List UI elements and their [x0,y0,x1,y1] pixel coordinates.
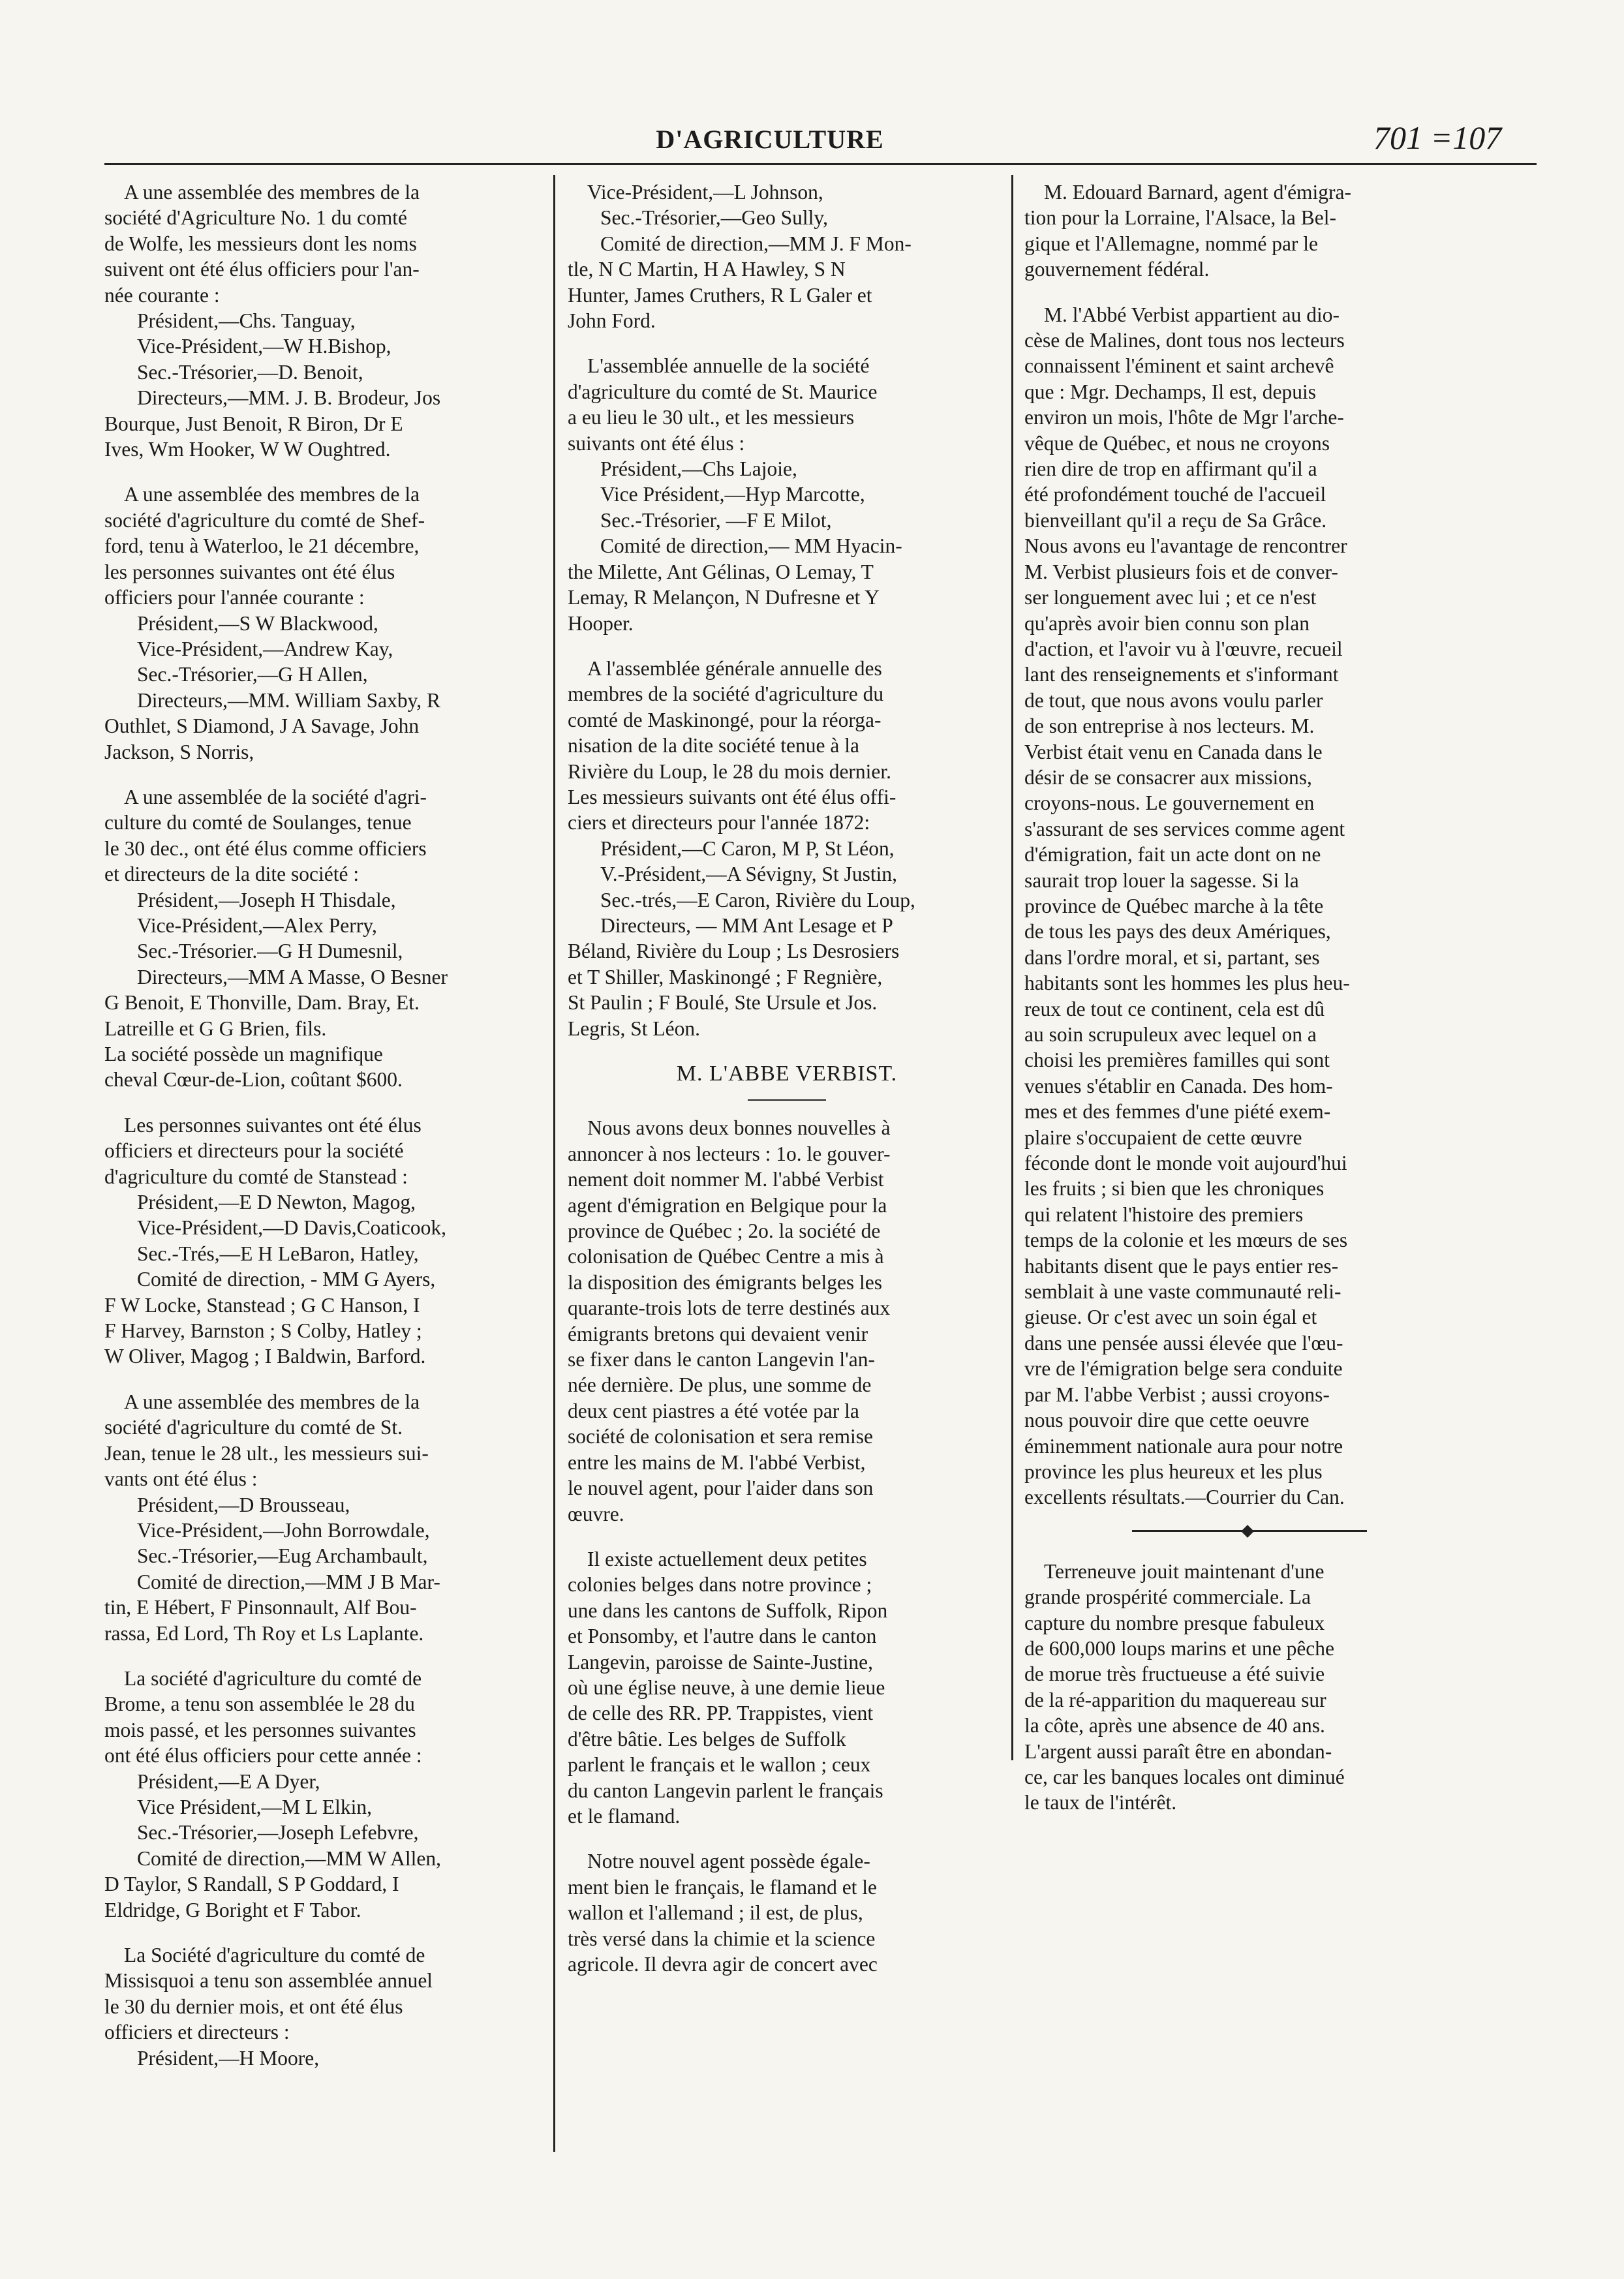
text-line: Sec.-Trésorier.—G H Dumesnil, [137,940,403,963]
text-line: province de Québec marche à la tête [1024,894,1324,917]
text-line: Ives, Wm Hooker, W W Oughtred. [104,438,391,461]
text-line: d'émigration, fait un acte dont on ne [1024,843,1321,866]
text-line: agricole. Il devra agir de concert avec [568,1953,878,1976]
text-line: culture du comté de Soulanges, tenue [104,811,412,834]
text-line: tion pour la Lorraine, l'Alsace, la Bel- [1024,206,1337,230]
text-line: Rivière du Loup, le 28 du mois dernier. [568,759,892,783]
text-line: venues s'établir en Canada. Des hom- [1024,1074,1333,1097]
running-title: D'AGRICULTURE [656,125,884,154]
text-line: Vice-Président,—Alex Perry, [137,913,377,937]
header-rule [104,163,1537,165]
text-line: de tous les pays des deux Amériques, [1024,920,1331,943]
text-line: the Milette, Ant Gélinas, O Lemay, T [568,560,874,583]
text-line: Lemay, R Melançon, N Dufresne et Y [568,586,880,609]
text-line: Sec.-Trésorier, —F E Milot, [600,508,832,532]
text-line: A l'assemblée générale annuelle des [587,656,882,680]
text-line: rassa, Ed Lord, Th Roy et Ls Laplante. [104,1621,424,1645]
text-line: M. l'Abbé Verbist appartient au dio- [1044,303,1340,326]
text-line: temps de la colonie et les mœurs de ses [1024,1229,1348,1252]
column-3 [1024,179,1475,1835]
text-line: dans une pensée aussi élevée que l'œu- [1024,1331,1343,1354]
text-line: F Harvey, Barnston ; S Colby, Hatley ; [104,1319,422,1343]
heading-rule [748,1099,826,1101]
text-line: rien dire de trop en affirmant qu'il a [1024,457,1317,481]
text-line: les personnes suivantes ont été élus [104,560,395,583]
text-line: A une assemblée des membres de la [124,1390,420,1413]
text-line: Comité de direction,—MM J. F Mon- [600,232,912,255]
text-line: société de colonisation et sera remise [568,1425,873,1448]
article-paragraph [1024,179,1475,283]
text-line: L'assemblée annuelle de la société [587,354,870,378]
text-line: le 30 du dernier mois, et ont été élus [104,1995,403,2018]
text-line: et Ponsomby, et l'autre dans le canton [568,1625,877,1648]
text-line: et le flamand. [568,1804,681,1828]
text-line: de 600,000 loups marins et une pêche [1024,1636,1335,1660]
text-line: Eldridge, G Boright et F Tabor. [104,1898,361,1921]
text-line: grande prospérité commerciale. La [1024,1585,1311,1609]
text-line: se fixer dans le canton Langevin l'an- [568,1348,875,1371]
text-line: habitants sont les hommes les plus heu- [1024,971,1350,995]
text-line: semblait à une vaste communauté reli- [1024,1280,1341,1304]
text-line: officiers et directeurs : [104,2021,290,2044]
text-line: Comité de direction,—MM J B Mar- [137,1570,440,1593]
text-line: de son entreprise à nos lecteurs. M. [1024,714,1315,738]
text-line: de morue très fructueuse a été suivie [1024,1662,1325,1686]
article-paragraph [104,1112,543,1369]
text-line: Vice-Président,—L Johnson, [587,181,823,204]
text-line: Il existe actuellement deux petites [587,1547,867,1570]
text-line: annoncer à nos lecteurs : 1o. le gouver- [568,1142,891,1165]
text-line: ont été élus officiers pour cette année : [104,1744,422,1767]
text-line: société d'agriculture du comté de St. [104,1416,403,1439]
text-line: le 30 dec., ont été élus comme officiers [104,836,427,860]
text-line: d'action, et l'avoir vu à l'œuvre, recueil [1024,637,1343,660]
article-paragraph [568,179,1006,333]
section-ornament-rule [1132,1530,1367,1533]
text-line: colonies belges dans notre province ; [568,1573,872,1597]
text-line: mes et des femmes d'une piété exem- [1024,1100,1331,1124]
text-line: gique et l'Allemagne, nommé par le [1024,232,1319,255]
text-line: L'argent aussi paraît être en abondan- [1024,1739,1332,1763]
article-paragraph [1024,302,1475,1510]
text-line: éminemment nationale aura pour notre [1024,1434,1343,1458]
column-1 [104,179,543,2090]
text-line: née dernière. De plus, une somme de [568,1373,872,1397]
text-line: les fruits ; si bien que les chroniques [1024,1177,1325,1201]
article-paragraph [1024,1559,1475,1816]
text-line: John Ford. [568,309,656,333]
text-line: Vice-Président,—Andrew Kay, [137,637,393,660]
text-line: de celle des RR. PP. Trappistes, vient [568,1702,874,1725]
text-line: d'agriculture du comté de Stanstead : [104,1165,408,1188]
text-line: V.-Président,—A Sévigny, St Justin, [600,863,898,886]
text-line: Latreille et G G Brien, fils. [104,1017,327,1040]
text-line: d'agriculture du comté de St. Maurice [568,380,878,403]
text-line: capture du nombre presque fabuleux [1024,1611,1325,1634]
column-rule-2 [1011,175,1013,1760]
text-line: Les messieurs suivants ont été élus offi- [568,785,896,808]
text-line: A une assemblée des membres de la [124,483,420,506]
article-paragraph [568,656,1006,1041]
text-line: au soin scrupuleux avec lequel on a [1024,1023,1317,1046]
text-line: Sec.-Trésorier,—D. Benoit, [137,360,363,384]
text-line: Brome, a tenu son assemblée le 28 du [104,1692,415,1716]
text-line: et directeurs de la dite société : [104,863,360,886]
text-line: cèse de Malines, dont tous nos lecteurs [1024,329,1345,352]
text-line: Président,—Chs Lajoie, [600,457,797,481]
text-line: Sec.-trés,—E Caron, Rivière du Loup, [600,888,915,911]
text-line: Comité de direction,—MM W Allen, [137,1846,442,1870]
text-line: été profondément touché de l'accueil [1024,483,1326,506]
column-rule-1 [553,175,555,2152]
text-line: Directeurs,—MM. William Saxby, R [137,688,441,712]
text-line: Missisquoi a tenu son assemblée annuel [104,1969,433,1993]
text-line: environ un mois, l'hôte de Mgr l'arche- [1024,406,1344,429]
text-line: société d'Agriculture No. 1 du comté [104,206,408,230]
text-line: ce, car les banques locales ont diminué [1024,1765,1345,1788]
text-line: dans l'ordre moral, et si, partant, ses [1024,945,1320,969]
text-line: Vice Président,—Hyp Marcotte, [600,483,865,506]
text-line: officiers et directeurs pour la société [104,1139,404,1163]
text-line: où une église neuve, à une demie lieue [568,1675,885,1699]
text-line: Sec.-Trésorier,—Joseph Lefebvre, [137,1821,419,1844]
text-line: de Wolfe, les messieurs dont les noms [104,232,417,255]
text-line: la disposition des émigrants belges les [568,1270,883,1294]
text-line: nement doit nommer M. l'abbé Verbist [568,1168,884,1191]
text-line: Directeurs,—MM A Masse, O Besner [137,965,448,988]
text-line: Legris, St Léon. [568,1017,700,1040]
text-line: Béland, Rivière du Loup ; Ls Desrosiers [568,940,900,963]
text-line: Terreneuve jouit maintenant d'une [1044,1559,1325,1583]
text-line: comté de Maskinongé, pour la réorga- [568,708,881,731]
text-line: société d'agriculture du comté de Shef- [104,508,425,532]
article-paragraph [568,353,1006,635]
text-line: Les personnes suivantes ont été élus [124,1113,421,1137]
text-line: Président,—Joseph H Thisdale, [137,888,396,911]
text-line: de la ré-apparition du maquereau sur [1024,1688,1326,1711]
text-line: le taux de l'intérêt. [1024,1791,1177,1814]
text-line: œuvre. [568,1502,624,1525]
text-line: W Oliver, Magog ; I Baldwin, Barford. [104,1345,426,1368]
text-line: colonisation de Québec Centre a mis à [568,1245,884,1268]
text-line: ser longuement avec lui ; et ce n'est [1024,586,1317,609]
text-line: F W Locke, Stanstead ; G C Hanson, I [104,1293,420,1317]
text-line: Président,—E D Newton, Magog, [137,1191,416,1214]
text-line: vants ont été élus : [104,1467,258,1491]
text-line: Nous avons eu l'avantage de rencontrer [1024,534,1347,558]
article-paragraph [104,482,543,764]
text-line: émigrants bretons qui devaient venir [568,1322,868,1345]
text-line: née courante : [104,283,220,307]
text-line: Notre nouvel agent possède égale- [587,1850,870,1873]
text-line: ford, tenu à Waterloo, le 21 décembre, [104,534,420,558]
text-line: Vice Président,—M L Elkin, [137,1795,373,1818]
text-line: Président,—D Brousseau, [137,1493,350,1516]
text-line: province les plus heureux et les plus [1024,1460,1323,1483]
text-line: reux de tout ce continent, cela est dû [1024,997,1325,1020]
text-line: Sec.-Trésorier,—G H Allen, [137,663,368,686]
page-number: 701 =107 [1373,119,1502,156]
text-line: Président,—C Caron, M P, St Léon, [600,836,895,860]
article-paragraph [104,1942,543,2071]
text-line: mois passé, et les personnes suivantes [104,1718,416,1741]
text-line: excellents résultats.—Courrier du Can. [1024,1486,1345,1509]
article-paragraph [568,1546,1006,1829]
text-line: le nouvel agent, pour l'aider dans son [568,1476,874,1500]
text-line: Outhlet, S Diamond, J A Savage, John [104,714,420,738]
text-line: La Société d'agriculture du comté de [124,1944,425,1966]
text-line: St Paulin ; F Boulé, Ste Ursule et Jos. [568,991,878,1015]
text-line: vêque de Québec, et nous ne croyons [1024,431,1330,455]
text-line: Verbist était venu en Canada dans le [1024,740,1323,763]
text-line: nous pouvoir dire que cette oeuvre [1024,1409,1310,1432]
text-line: Comité de direction,— MM Hyacin- [600,534,902,558]
text-line: connaissent l'éminent et saint archevê [1024,354,1334,378]
text-line: choisi les premières familles qui sont [1024,1048,1330,1072]
text-line: Vice-Président,—W H.Bishop, [137,335,391,358]
text-line: officiers pour l'année courante : [104,586,365,609]
text-line: G Benoit, E Thonville, Dam. Bray, Et. [104,991,420,1015]
text-line: Sec.-Trés,—E H LeBaron, Hatley, [137,1242,419,1265]
text-line: membres de la société d'agriculture du [568,682,884,706]
article-paragraph [104,784,543,1093]
text-line: plaire s'occupaient de cette œuvre [1024,1125,1302,1149]
text-line: saurait trop louer la sagesse. Si la [1024,868,1299,892]
text-line: M. Edouard Barnard, agent d'émigra- [1044,181,1352,204]
text-line: M. Verbist plusieurs fois et de conver- [1024,560,1338,583]
text-line: Directeurs, — MM Ant Lesage et P [600,913,893,937]
text-line: Sec.-Trésorier,—Geo Sully, [600,206,828,230]
text-line: tle, N C Martin, H A Hawley, S N [568,258,846,281]
text-line: par M. l'abbe Verbist ; aussi croyons- [1024,1383,1330,1406]
article-paragraph [104,1389,543,1646]
text-line: Bourque, Just Benoit, R Biron, Dr E [104,412,403,435]
text-line: ment bien le français, le flamand et le [568,1875,878,1899]
text-line: tin, E Hébert, F Pinsonnault, Alf Bou- [104,1596,417,1619]
text-line: La société d'agriculture du comté de [124,1666,422,1690]
text-line: A une assemblée de la société d'agri- [124,785,427,808]
article-paragraph [104,179,543,462]
text-line: quarante-trois lots de terre destinés aux [568,1296,891,1320]
text-line: Hooper. [568,611,634,635]
text-line: Jackson, S Norris, [104,740,254,763]
text-line: suivants ont été élus : [568,431,745,455]
text-line: deux cent piastres a été votée par la [568,1399,859,1422]
text-line: très versé dans la chimie et la science [568,1927,876,1950]
page-header [0,119,1624,170]
text-line: A une assemblée des membres de la [124,181,420,204]
text-line: féconde dont le monde voit aujourd'hui [1024,1152,1347,1175]
text-line: habitants disent que le pays entier res- [1024,1254,1339,1277]
text-line: Président,—Chs. Tanguay, [137,309,356,333]
text-line: qu'après avoir bien connu son plan [1024,611,1310,635]
text-line: une dans les cantons de Suffolk, Ripon [568,1598,888,1622]
text-line: parlent le français et le wallon ; ceux [568,1753,871,1777]
text-line: vre de l'émigration belge sera conduite [1024,1357,1343,1381]
text-line: et T Shiller, Maskinongé ; F Regnière, [568,965,883,988]
text-line: D Taylor, S Randall, S P Goddard, I [104,1873,399,1896]
text-line: Président,—H Moore, [137,2046,320,2070]
text-line: suivent ont été élus officiers pour l'an- [104,258,420,281]
text-line: nisation de la dite société tenue à la [568,734,859,757]
article-paragraph [568,1848,1006,1977]
text-line: Président,—E A Dyer, [137,1769,320,1793]
text-line: Comité de direction, - MM G Ayers, [137,1268,436,1291]
text-line: d'être bâtie. Les belges de Suffolk [568,1727,846,1751]
text-line: entre les mains de M. l'abbé Verbist, [568,1450,866,1474]
text-line: province de Québec ; 2o. la société de [568,1219,881,1243]
text-line: Vice-Président,—D Davis,Coaticook, [137,1216,447,1240]
text-line: que : Mgr. Dechamps, Il est, depuis [1024,380,1317,403]
article-paragraph [104,1666,543,1923]
text-line: lant des renseignements et s'informant [1024,663,1339,686]
article-paragraph [568,1115,1006,1527]
text-line: Hunter, James Cruthers, R L Galer et [568,283,872,307]
text-line: Directeurs,—MM. J. B. Brodeur, Jos [137,386,441,410]
text-line: bienveillant qu'il a reçu de Sa Grâce. [1024,508,1327,532]
text-line: croyons-nous. Le gouvernement en [1024,791,1315,815]
text-line: agent d'émigration en Belgique pour la [568,1193,887,1217]
text-line: de tout, que nous avons voulu parler [1024,688,1323,712]
text-line: ciers et directeurs pour l'année 1872: [568,811,870,834]
text-line: désir de se consacrer aux missions, [1024,765,1312,789]
text-line: Nous avons deux bonnes nouvelles à [587,1116,891,1140]
text-line: La société possède un magnifique [104,1043,383,1065]
text-line: Langevin, paroisse de Sainte-Justine, [568,1650,874,1674]
text-line: s'assurant de ses services comme agent [1024,817,1345,840]
text-line: Sec.-Trésorier,—Eug Archambault, [137,1544,428,1568]
text-line: cheval Cœur-de-Lion, coûtant $600. [104,1068,403,1092]
text-line: du canton Langevin parlent le français [568,1779,883,1802]
text-line: gouvernement fédéral. [1024,258,1210,281]
text-line: la côte, après une absence de 40 ans. [1024,1714,1325,1737]
text-line: qui relatent l'histoire des premiers [1024,1202,1304,1226]
text-line: wallon et l'allemand ; il est, de plus, [568,1901,863,1925]
text-line: Jean, tenue le 28 ult., les messieurs sui- [104,1441,429,1465]
text-line: a eu lieu le 30 ult., et les messieurs [568,406,855,429]
column-2 [568,179,1006,1996]
article-heading: M. L'ABBE VERBIST. [676,1062,898,1086]
text-line: Président,—S W Blackwood, [137,611,378,635]
text-line: Vice-Président,—John Borrowdale, [137,1518,430,1542]
text-line: gieuse. Or c'est avec un soin égal et [1024,1306,1317,1329]
